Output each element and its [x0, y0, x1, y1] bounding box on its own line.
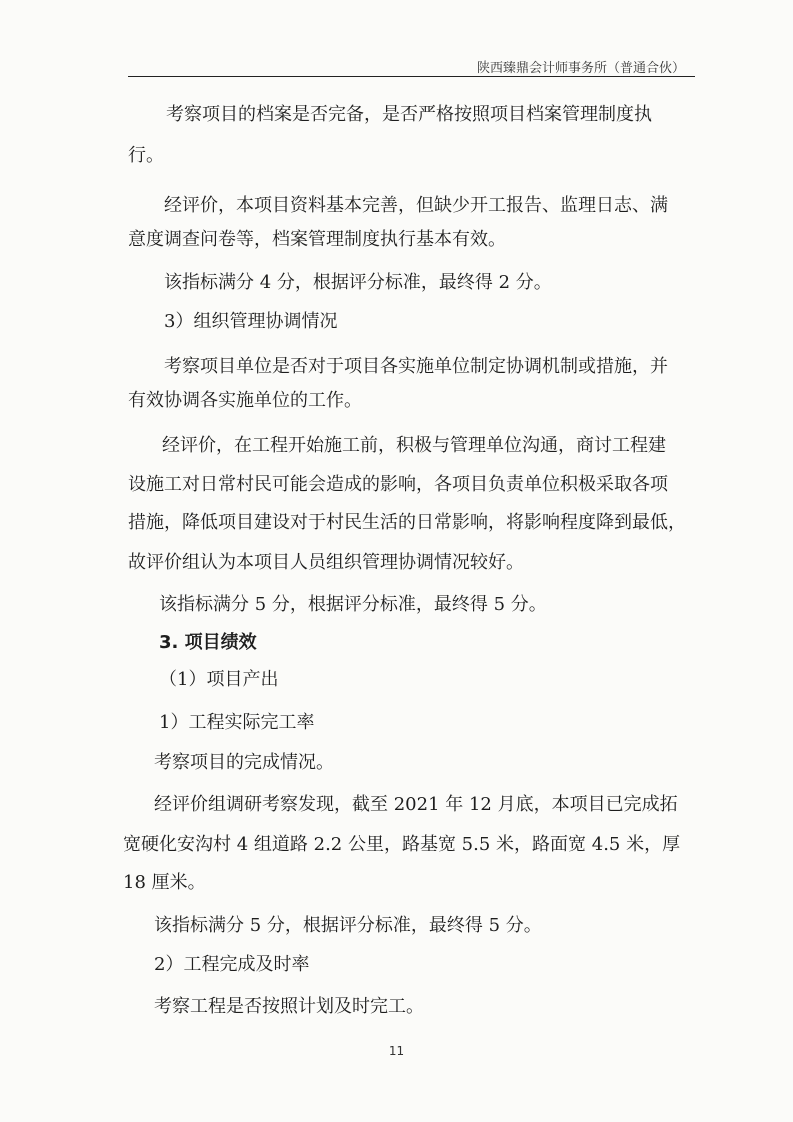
- text-line: 考察项目单位是否对于项目各实施单位制定协调机制或措施，并: [164, 356, 668, 377]
- text-line: 该指标满分 4 分，根据评分标准，最终得 2 分。: [164, 272, 552, 293]
- text-line: 经评价，本项目资料基本完善，但缺少开工报告、监理日志、满: [164, 195, 668, 216]
- text-line: 设施工对日常村民可能会造成的影响，各项目负责单位积极采取各项: [128, 474, 668, 495]
- text-line: 该指标满分 5 分，根据评分标准，最终得 5 分。: [159, 594, 547, 615]
- text-line: 故评价组认为本项目人员组织管理协调情况较好。: [128, 552, 524, 573]
- text-line: 考察项目的档案是否完备，是否严格按照项目档案管理制度执: [166, 104, 652, 125]
- text-line: 意度调查问卷等，档案管理制度执行基本有效。: [128, 229, 506, 250]
- header-rule: [128, 76, 695, 77]
- page-number: 11: [388, 1044, 405, 1058]
- text-line: 措施，降低项目建设对于村民生活的日常影响，将影响程度降到最低，: [128, 512, 686, 533]
- text-line: 经评价，在工程开始施工前，积极与管理单位沟通，商讨工程建: [162, 435, 666, 456]
- section-heading: （1）项目产出: [159, 669, 279, 690]
- text-line: 考察工程是否按照计划及时完工。: [154, 996, 424, 1017]
- page-header-firm: 陕西臻鼎会计师事务所（普通合伙）: [476, 61, 685, 76]
- text-line: 该指标满分 5 分，根据评分标准，最终得 5 分。: [154, 915, 542, 936]
- section-heading: 2）工程完成及时率: [154, 954, 310, 975]
- section-heading: 3）组织管理协调情况: [164, 311, 338, 332]
- section-heading: 1）工程实际完工率: [159, 712, 315, 733]
- text-line: 宽硬化安沟村 4 组道路 2.2 公里，路基宽 5.5 米，路面宽 4.5 米，厚: [123, 834, 681, 855]
- text-line: 有效协调各实施单位的工作。: [128, 390, 362, 411]
- text-line: 考察项目的完成情况。: [154, 752, 334, 773]
- text-line: 18 厘米。: [123, 872, 206, 893]
- text-line: 行。: [128, 145, 164, 166]
- text-line: 经评价组调研考察发现，截至 2021 年 12 月底，本项目已完成拓: [154, 794, 678, 815]
- section-heading: 3. 项目绩效: [159, 632, 257, 653]
